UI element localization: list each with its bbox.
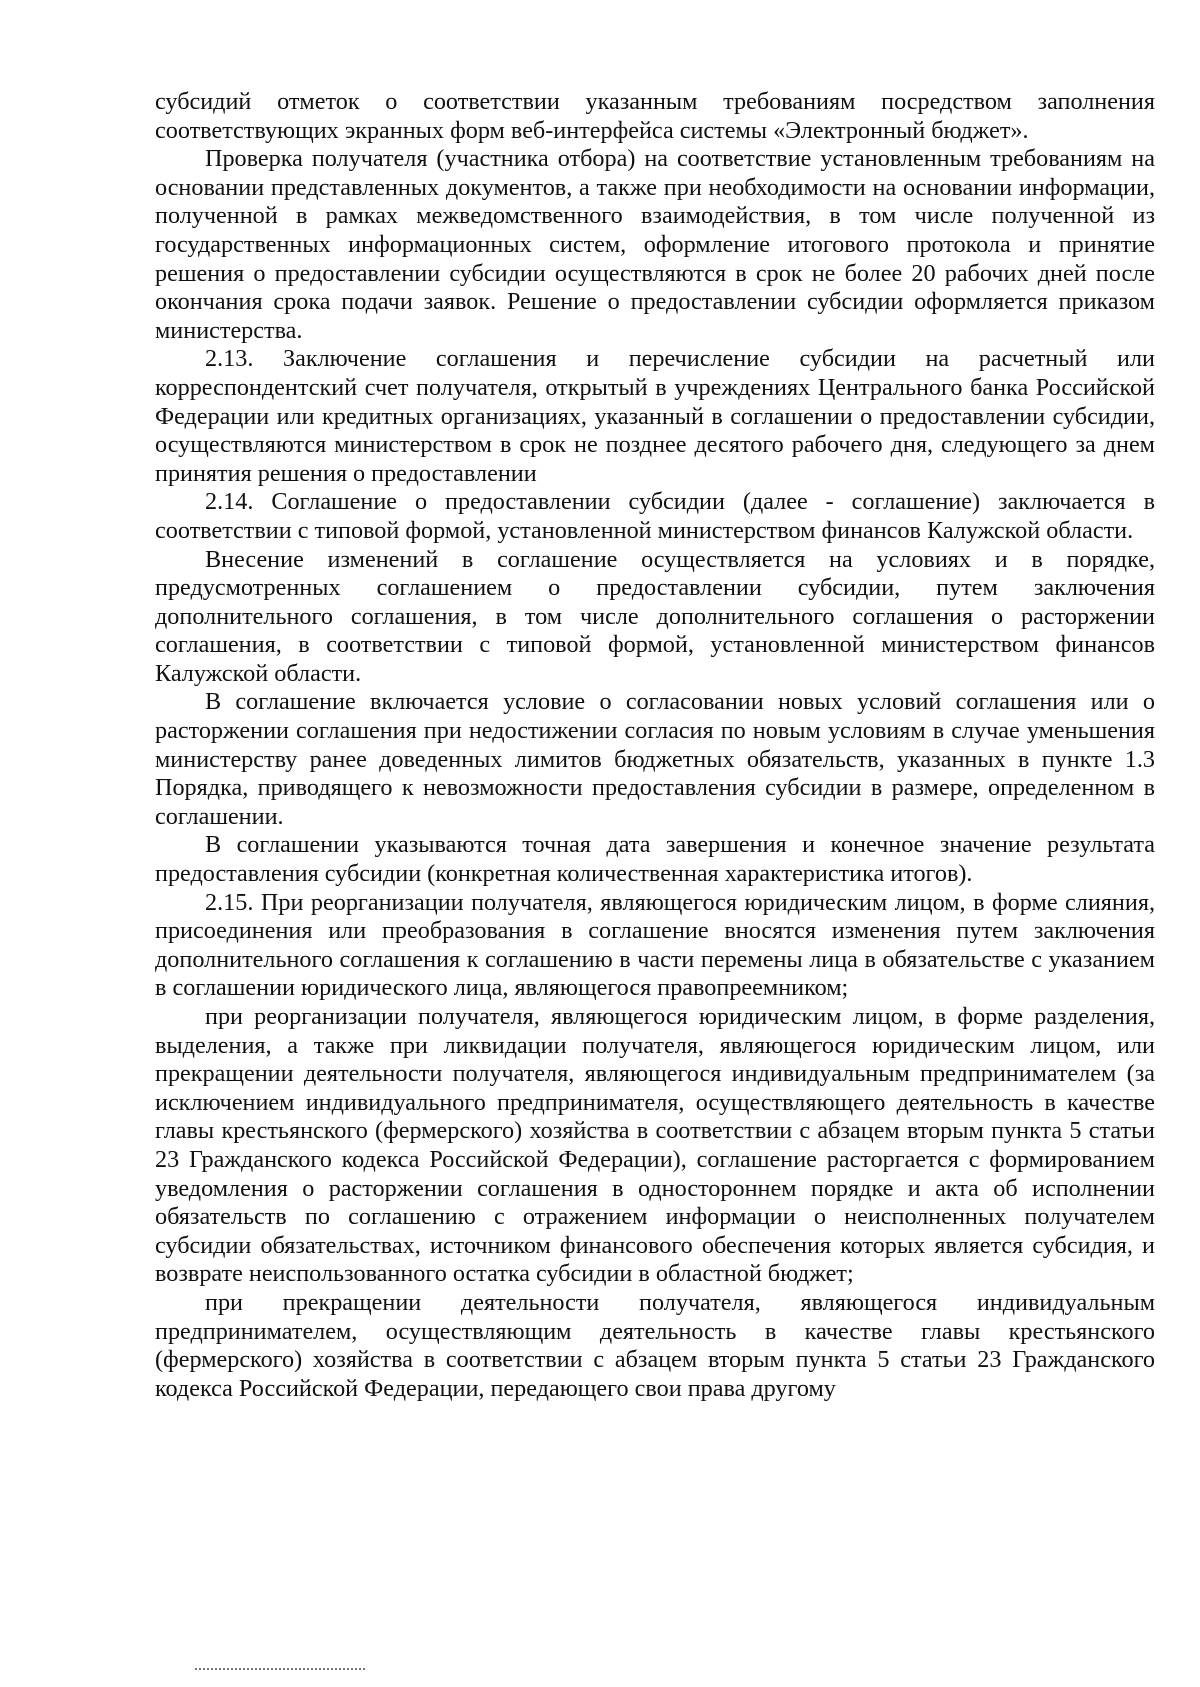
- paragraph-completion-date: В соглашении указываются точная дата завершения и конечное значение результата предоставления субсидии (конкретная количественная характеристика итогов).: [155, 831, 1155, 888]
- paragraph-eb-forms: субсидий отметок о соответствии указанным требованиям посредством заполнения соответствующих экранных форм веб-интерфейса системы «Электронный бюджет».: [155, 88, 1155, 144]
- paragraph-2-15: 2.15. При реорганизации получателя, являющегося юридическим лицом, в форме слияния, присоединения или преобразования в соглашение вносятся изменения путем заключения дополнительного соглашения к соглашению в части перемены лица в обязательстве с указанием в соглашении юридического лица, являющегося правопреемником;: [155, 888, 1155, 1002]
- paragraph-recipient-check: Проверка получателя (участника отбора) на соответствие установленным требованиям на основании представленных документов, а также при необходимости на основании информации, полученной в рамках межведомственного взаимодействия, в том числе полученной из государственных информационных систем, оформление итогового протокола и принятие решения о предоставлении субсидии осуществляются в срок не более 20 рабочих дней после окончания срока подачи заявок. Решение о предоставлении субсидии оформляется приказом министерства.: [155, 145, 1155, 344]
- paragraph-amendments: Внесение изменений в соглашение осуществляется на условиях и в порядке, предусмотренных соглашением о предоставлении субсидии, путем заключения дополнительного соглашения, в том числе дополнительного соглашения о расторжении соглашения, в соответствии с типовой формой, установленной министерством финансов Калужской области.: [155, 545, 1155, 687]
- paragraph-reorganization-termination: при реорганизации получателя, являющегося юридическим лицом, в форме разделения, выделения, а также при ликвидации получателя, являющегося юридическим лицом, или прекращении деятельности получателя, являющегося индивидуальным предпринимателем (за исключением индивидуального предпринимателя, осуществляющего деятельность в качестве главы крестьянского (фермерского) хозяйства в соответствии с абзацем вторым пункта 5 статьи 23 Гражданского кодекса Российской Федерации), соглашение расторгается с формированием уведомления о расторжении соглашения в одностороннем порядке и акта об исполнении обязательств по соглашению с отражением информации о неисполненных получателем субсидии обязательствах, источником финансового обеспечения которых является субсидия, и возврате неиспользованного остатка субсидии в областной бюджет;: [155, 1003, 1155, 1288]
- paragraph-limits-condition: В соглашение включается условие о согласовании новых условий соглашения или о расторжении соглашения при недостижении согласия по новым условиям в случае уменьшения министерству ранее доведенных лимитов бюджетных обязательств, указанных в пункте 1.3 Порядка, приводящего к невозможности предоставления субсидии в размере, определенном в соглашении.: [155, 688, 1155, 830]
- document-page: [155, 88, 1155, 1403]
- paragraph-farm-head-termination: при прекращении деятельности получателя, являющегося индивидуальным предпринимателем, осуществляющим деятельность в качестве главы крестьянского (фермерского) хозяйства в соответствии с абзацем вторым пункта 5 статьи 23 Гражданского кодекса Российской Федерации, передающего свои права другому: [155, 1288, 1155, 1402]
- footer-scan-line: [195, 1668, 365, 1670]
- paragraph-2-13: 2.13. Заключение соглашения и перечисление субсидии на расчетный или корреспондентский счет получателя, открытый в учреждениях Центрального банка Российской Федерации или кредитных организациях, указанный в соглашении о предоставлении субсидии, осуществляются министерством в срок не позднее десятого рабочего дня, следующего за днем принятия решения о предоставлении: [155, 345, 1155, 487]
- paragraph-2-14: 2.14. Соглашение о предоставлении субсидии (далее - соглашение) заключается в соответствии с типовой формой, установленной министерством финансов Калужской области.: [155, 488, 1155, 544]
